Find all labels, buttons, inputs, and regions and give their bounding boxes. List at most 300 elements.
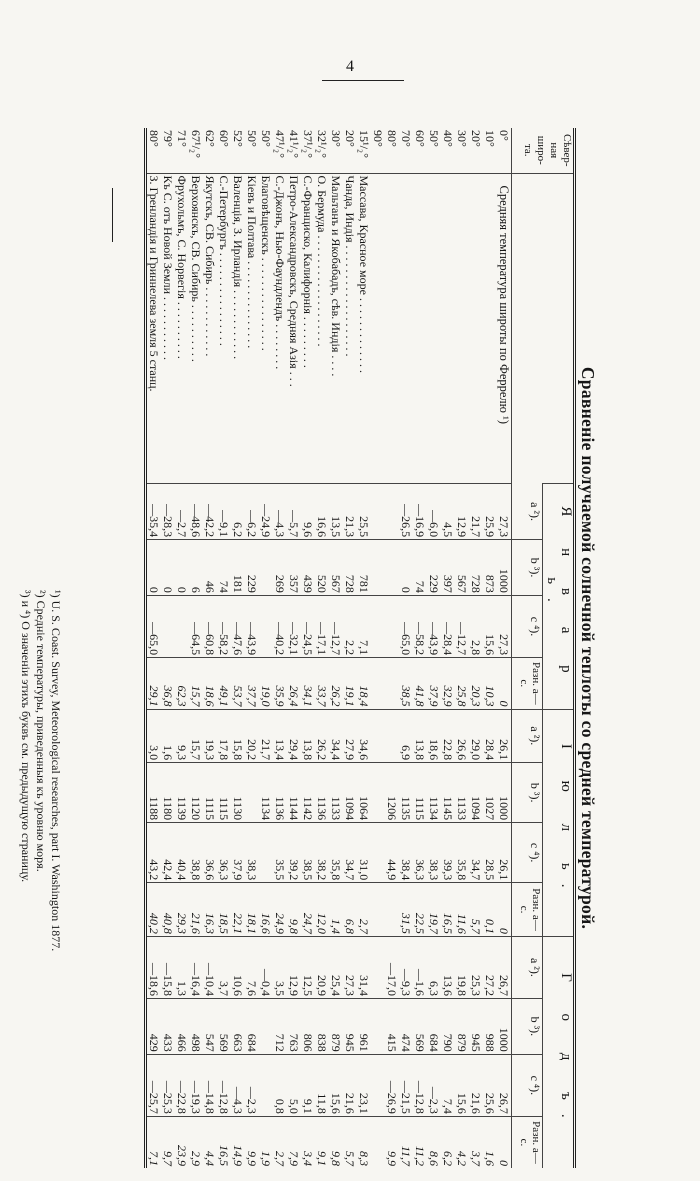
station-cell: 21,3 [343, 516, 357, 538]
station-cell: 3,4 [301, 1151, 315, 1166]
ferrel-cell: 25,8 [455, 685, 469, 707]
ferrel-cell: —65,0 [399, 622, 413, 656]
station-cell: 34,6 [357, 739, 371, 761]
station-cell: 10,6 [231, 975, 245, 996]
spacer-cell [455, 176, 469, 482]
station-cell: 31,0 [357, 859, 371, 881]
station-cell: 433 [161, 1033, 175, 1052]
january-header: Я н в а р ь. [543, 484, 575, 709]
ferrel-cell: 397 [441, 574, 455, 593]
spacer-cell [385, 176, 399, 482]
station-cell: 1064 [357, 796, 371, 821]
station-cell: 728 [343, 574, 357, 593]
ferrel-cell: 38,4 [399, 859, 413, 881]
station-cell: 15,6 [329, 1092, 343, 1114]
station-cell: 1188 [147, 796, 161, 821]
station-cell: 9,8 [287, 918, 301, 934]
station-cell: 24,9 [273, 912, 287, 934]
spacer-cell [399, 176, 413, 482]
station-cell: 1136 [315, 796, 329, 821]
ferrel-cell: —21,5 [399, 1080, 413, 1114]
col-jan-c [146, 595, 512, 657]
station-name: Кіевъ и Полтава . . . . . . . . . . . . . . . [245, 175, 259, 349]
ferrel-cell: —58,2 [413, 622, 427, 656]
ferrel-cell: 1206 [385, 796, 399, 821]
station-cell: 18,4 [357, 685, 371, 707]
station-cell: —18,6 [147, 963, 161, 996]
station-cell: 13,4 [273, 739, 287, 761]
station-cell: 879 [329, 1033, 343, 1052]
ferrel-cell: 1133 [455, 796, 469, 821]
year-b-header: b ³). [512, 999, 543, 1055]
station-cell: —19,3 [189, 1080, 203, 1114]
ferrel-cell: 415 [385, 1033, 399, 1052]
station-cell: 13,8 [301, 739, 315, 761]
station-cell: 79° [161, 130, 175, 147]
station-cell: 0,8 [273, 1098, 287, 1114]
station-cell: 7,1 [147, 1151, 161, 1166]
ferrel-cell: 1145 [441, 796, 455, 821]
station-cell [259, 542, 273, 593]
station-cell: 38,8 [189, 859, 203, 881]
rotated-table-block [50, 123, 600, 1173]
station-cell: 27,9 [343, 739, 357, 761]
ferrel-cell: 11,7 [399, 1145, 413, 1166]
table-body-row [146, 128, 512, 1168]
station-cell: 71° [175, 130, 189, 147]
station-cell: 18,1 [245, 912, 259, 934]
station-cell: —48,6 [189, 504, 203, 538]
station-cell: —5,7 [287, 510, 301, 538]
ferrel-cell: 22,8 [441, 739, 455, 761]
station-cell: 1136 [273, 796, 287, 821]
ferrel-cell: 25,6 [483, 1092, 497, 1114]
ferrel-cell: 6,2 [441, 1151, 455, 1166]
ferrel-cell [385, 598, 399, 655]
ferrel-cell: 229 [427, 574, 441, 593]
station-cell: 12,5 [301, 975, 315, 996]
ferrel-cell: 70° [399, 130, 413, 147]
ferrel-cell: 6,9 [399, 745, 413, 761]
ferrel-cell [371, 712, 385, 761]
ferrel-cell [385, 486, 399, 537]
station-cell: 26,4 [287, 685, 301, 707]
station-cell: 9,9 [245, 1151, 259, 1166]
ferrel-cell: 18,6 [427, 739, 441, 761]
station-cell: 53,7 [231, 685, 245, 707]
jan-b-header: b ³). [512, 540, 543, 596]
station-cell: 16,5 [217, 1145, 231, 1166]
station-cell: 1,4 [329, 918, 343, 934]
ferrel-cell: 39,3 [441, 859, 455, 881]
station-name: Якутскъ, СВ. Сибирь . . . . . . . . . . . . [203, 175, 217, 357]
ferrel-cell: 6,3 [427, 981, 441, 996]
ferrel-cell [371, 486, 385, 537]
col-jul-diff [146, 883, 512, 937]
station-name: Верхоянскъ, СВ. Сибирь . . . . . . . . . . [189, 175, 203, 362]
station-cell: 6 [189, 586, 203, 593]
station-cell: 1134 [259, 796, 273, 821]
ferrel-cell [371, 598, 385, 655]
footnote-1: ¹) U. S. Coast. Survey, Meteorological researches, part I. Washington 1877. [49, 590, 63, 952]
ferrel-cell [385, 660, 399, 706]
ferrel-cell: 41,8 [413, 685, 427, 707]
ferrel-cell [385, 542, 399, 593]
station-cell: 663 [231, 1033, 245, 1052]
station-cell: 15¹/₂° [357, 130, 371, 158]
station-cell: 24,7 [301, 912, 315, 934]
ferrel-cell: 25,3 [469, 975, 483, 996]
station-name: Благовѣщенскъ . . . . . . . . . . . . . . . . [259, 175, 273, 351]
station-cell: 23,1 [357, 1092, 371, 1114]
station-cell: 961 [357, 1033, 371, 1052]
ferrel-cell: 1094 [469, 796, 483, 821]
station-cell [259, 1001, 273, 1052]
ferrel-cell: 12,9 [455, 516, 469, 538]
station-cell: 8,3 [357, 1151, 371, 1166]
jan-c-header: c ⁴). [512, 595, 543, 657]
jul-b-header: b ³). [512, 763, 543, 823]
ferrel-cell: 74 [413, 580, 427, 593]
station-cell: 35,9 [273, 685, 287, 707]
col-jan-diff [146, 658, 512, 709]
station-cell: 30° [329, 130, 343, 147]
ferrel-cell: —1,6 [413, 969, 427, 996]
ferrel-cell: 0 [497, 927, 511, 934]
station-cell: —10,4 [203, 963, 217, 996]
ferrel-cell: 5,7 [469, 918, 483, 934]
station-cell: —25,3 [161, 1080, 175, 1114]
station-cell: —4,3 [273, 510, 287, 538]
station-cell: 38,5 [301, 859, 315, 881]
ferrel-cell [385, 885, 399, 934]
ferrel-cell: —28,4 [441, 622, 455, 656]
station-cell: 34,1 [301, 685, 315, 707]
station-cell: 12,0 [315, 912, 329, 934]
ferrel-cell: 569 [413, 1033, 427, 1052]
ferrel-cell: —2,3 [427, 1086, 441, 1114]
station-cell: 40,2 [147, 912, 161, 934]
ferrel-cell: 0 [497, 1160, 511, 1166]
station-cell: 37¹/₂° [301, 130, 315, 158]
ferrel-cell [385, 712, 399, 761]
station-cell: 31,4 [357, 975, 371, 996]
station-cell: 1,3 [175, 981, 189, 996]
stations-header-blank [512, 173, 575, 484]
station-cell: 7,9 [287, 1151, 301, 1166]
page-number: 4 [346, 58, 354, 75]
station-name: С.-Петербургъ . . . . . . . . . . . . . . . . [217, 175, 231, 346]
station-cell: 29,1 [147, 685, 161, 707]
station-name: Къ С. отъ Новой Земли . . . . . . . . . . . [161, 175, 175, 361]
col-year-diff [146, 1116, 512, 1168]
ferrel-cell: 26,7 [497, 1092, 511, 1114]
station-cell: —64,5 [189, 622, 203, 656]
station-cell: 80° [147, 130, 161, 147]
ferrel-cell: 7,4 [441, 1098, 455, 1114]
station-cell: 23,9 [175, 1145, 189, 1166]
station-name: С.-Джонъ, Нью-Фаундлендъ . . . . . . . . [273, 175, 287, 370]
ferrel-cell: 34,7 [469, 859, 483, 881]
station-cell: 2,2 [343, 640, 357, 656]
col-year-c [146, 1054, 512, 1116]
station-cell: —16,4 [189, 963, 203, 996]
station-cell: 52° [231, 130, 245, 147]
station-cell: 40,4 [175, 859, 189, 881]
station-cell: 18,5 [217, 912, 231, 934]
station-cell: 38,3 [245, 859, 259, 881]
station-cell: 67¹/₂° [189, 130, 203, 158]
station-cell: 9,3 [175, 745, 189, 761]
station-cell: 7,6 [245, 981, 259, 996]
station-name: З. Гренландія и Гриннелева земля 5 станц. [147, 175, 161, 392]
station-cell: 16,6 [315, 516, 329, 538]
comparison-table [144, 128, 576, 1168]
station-cell: 26,2 [329, 685, 343, 707]
station-cell: 806 [301, 1033, 315, 1052]
station-cell: 9,6 [301, 522, 315, 538]
ferrel-cell: 1027 [483, 796, 497, 821]
station-cell: 15,8 [231, 739, 245, 761]
ferrel-cell: 28,4 [483, 739, 497, 761]
spacer-cell [413, 176, 427, 482]
col-stations [146, 173, 512, 484]
station-cell: 36,3 [217, 859, 231, 881]
station-cell: 1094 [343, 796, 357, 821]
station-cell: 35,5 [273, 859, 287, 881]
station-cell: 9,1 [315, 1151, 329, 1166]
ferrel-cell: 36,3 [413, 859, 427, 881]
station-cell [245, 765, 259, 820]
station-name: Массава, Красное море . . . . . . . . . . . . . [357, 175, 371, 373]
station-cell: 50° [245, 130, 259, 147]
ferrel-cell: —43,9 [427, 622, 441, 656]
station-cell: 567 [329, 574, 343, 593]
ferrel-cell: 1000 [497, 568, 511, 593]
station-cell: 781 [357, 574, 371, 593]
station-cell [259, 598, 273, 655]
ferrel-cell: 25,9 [483, 516, 497, 538]
station-cell: —43,9 [245, 622, 259, 656]
ferrel-cell: 32,9 [441, 685, 455, 707]
ferrel-cell: 31,5 [399, 912, 413, 934]
ferrel-cell: 19,8 [455, 975, 469, 996]
ferrel-cell [371, 1057, 385, 1114]
station-cell: 60° [217, 130, 231, 147]
station-cell [259, 1057, 273, 1114]
jan-diff-header: Разн. a—c. [512, 658, 543, 709]
station-cell: 9,1 [301, 1098, 315, 1114]
station-cell: —65,0 [147, 622, 161, 656]
station-cell: 22,1 [231, 912, 245, 934]
ferrel-cell: 37,9 [427, 685, 441, 707]
station-cell: 43,2 [147, 859, 161, 881]
ferrel-cell: 1134 [427, 796, 441, 821]
station-cell: 1130 [231, 796, 245, 821]
station-cell: 269 [273, 574, 287, 593]
ferrel-cell: 728 [469, 574, 483, 593]
year-a-header: a ²). [512, 936, 543, 998]
col-jul-a [146, 709, 512, 763]
ferrel-cell: —6,0 [427, 510, 441, 538]
station-cell: 1144 [287, 796, 301, 821]
ferrel-cell: 26,7 [497, 975, 511, 996]
col-jan-b [146, 540, 512, 596]
ferrel-cell: 0 [497, 700, 511, 707]
station-cell: 36,6 [203, 859, 217, 881]
station-cell: 34,4 [329, 739, 343, 761]
col-jul-b [146, 763, 512, 823]
ferrel-cell: 28,5 [483, 859, 497, 881]
station-cell: 712 [273, 1033, 287, 1052]
station-cell: 39,2 [287, 859, 301, 881]
station-cell: 763 [287, 1033, 301, 1052]
ferrel-cell: 80° [385, 130, 399, 147]
jan-a-header: a ²). [512, 484, 543, 540]
station-cell: 1120 [189, 796, 203, 821]
station-cell: 2,7 [273, 1151, 287, 1166]
station-cell: 229 [245, 574, 259, 593]
station-cell: 74 [217, 580, 231, 593]
station-cell: 19,0 [259, 685, 273, 707]
ferrel-cell: 4,2 [455, 1151, 469, 1166]
footnotes [0, 590, 63, 1110]
station-name: Мальтанъ и Якобабадъ, сѣв. Индія . . . . [329, 175, 343, 377]
station-cell [161, 598, 175, 655]
station-cell: 46 [203, 580, 217, 593]
ferrel-cell: 1135 [399, 796, 413, 821]
station-cell [175, 598, 189, 655]
station-cell: 15,7 [189, 739, 203, 761]
station-cell: —0,4 [259, 969, 273, 996]
ferrel-cell: 11,2 [413, 1145, 427, 1166]
station-cell: 4,4 [203, 1151, 217, 1166]
ferrel-cell: 27,2 [483, 975, 497, 996]
spacer-cell [427, 176, 441, 482]
station-cell: 34,7 [343, 859, 357, 881]
ferrel-cell: 27,3 [497, 634, 511, 656]
ferrel-cell [371, 1001, 385, 1052]
station-cell: 2,9 [189, 1151, 203, 1166]
station-cell: 27,3 [343, 975, 357, 996]
ferrel-cell: 20,3 [469, 685, 483, 707]
ferrel-cell: 790 [441, 1033, 455, 1052]
ferrel-cell: 30° [455, 130, 469, 147]
ferrel-cell [371, 885, 385, 934]
ferrel-cell: 1115 [413, 797, 427, 821]
ferrel-cell: —12,8 [413, 1080, 427, 1114]
station-cell: 0 [175, 586, 189, 593]
station-cell: 21,6 [343, 1092, 357, 1114]
ferrel-cell: 90° [371, 130, 385, 147]
station-cell: 6,8 [343, 918, 357, 934]
year-c-header: c ⁴). [512, 1054, 543, 1116]
ferrel-cell: —17,0 [385, 963, 399, 996]
station-cell: 1,6 [161, 745, 175, 761]
ferrel-cell: 684 [427, 1033, 441, 1052]
station-cell: —6,2 [245, 510, 259, 538]
ferrel-cell: 21,6 [469, 1092, 483, 1114]
station-cell: 838 [315, 1033, 329, 1052]
station-cell: 25,5 [357, 516, 371, 538]
station-cell: 15,7 [189, 685, 203, 707]
station-cell: 25,4 [329, 975, 343, 996]
station-cell: 3,0 [147, 745, 161, 761]
station-cell: —24,5 [301, 622, 315, 656]
station-cell: 684 [245, 1033, 259, 1052]
station-cell: 498 [189, 1033, 203, 1052]
station-name: Валенція, З. Ирландія . . . . . . . . . . . . [231, 175, 245, 360]
ferrel-cell: —12,7 [455, 622, 469, 656]
ferrel-cell: 15,6 [455, 1092, 469, 1114]
ferrel-cell: —9,3 [399, 969, 413, 996]
ferrel-cell: 9,9 [385, 1151, 399, 1166]
ferrel-cell: 10° [483, 130, 497, 147]
jul-a-header: a ²). [512, 709, 543, 763]
july-header: І ю л ь. [543, 709, 575, 936]
station-cell: —17,1 [315, 622, 329, 656]
station-cell: 0 [161, 586, 175, 593]
station-name: О. Бермуда . . . . . . . . . . . . . . . . . . . [315, 175, 329, 347]
ferrel-cell: —16,9 [413, 504, 427, 538]
station-cell: —58,2 [217, 622, 231, 656]
spacer-cell [441, 176, 455, 482]
station-cell: 5,7 [343, 1151, 357, 1166]
station-cell: 16,6 [259, 912, 273, 934]
ferrel-cell: 22,5 [413, 912, 427, 934]
ferrel-cell: 2,8 [469, 640, 483, 656]
station-cell: —9,1 [217, 510, 231, 538]
station-cell: 547 [203, 1033, 217, 1052]
ferrel-cell: 40° [441, 130, 455, 147]
station-cell: 35,8 [329, 859, 343, 881]
station-cell: 26,2 [315, 739, 329, 761]
station-name: Фрухольмъ, С. Норвегія . . . . . . . . . . [175, 175, 189, 359]
year-header: Г о д ъ. [543, 936, 575, 1168]
station-cell: 1115 [203, 797, 217, 821]
ferrel-cell: 0 [399, 586, 413, 593]
ferrel-cell: —26,9 [385, 1080, 399, 1114]
jul-diff-header: Разн. a—c. [512, 883, 543, 937]
station-cell: 20° [343, 130, 357, 147]
station-cell: 37,7 [245, 685, 259, 707]
table-title: Сравненіе получаемой солнечной теплоты со средней температурой. [578, 366, 598, 930]
spacer-cell [371, 176, 385, 482]
spacer-cell [469, 176, 483, 482]
station-cell: —25,7 [147, 1080, 161, 1114]
station-cell: 37,9 [231, 859, 245, 881]
station-name: Чанда, Индія . . . . . . . . . . . . . . . . . . . [343, 175, 357, 357]
station-cell: —35,4 [147, 504, 161, 538]
station-cell: 14,9 [231, 1145, 245, 1166]
ferrel-cell: 50° [427, 130, 441, 147]
ferrel-cell [371, 660, 385, 706]
station-cell: 7,1 [357, 640, 371, 656]
station-cell: 33,7 [315, 685, 329, 707]
station-cell: —60,8 [203, 622, 217, 656]
ferrel-cell: 38,3 [427, 859, 441, 881]
station-cell: 945 [343, 1033, 357, 1052]
station-cell: 357 [287, 574, 301, 593]
ferrel-cell: 1,6 [483, 1151, 497, 1166]
station-cell: 520 [315, 574, 329, 593]
station-cell: 38,2 [315, 859, 329, 881]
ferrel-cell: 945 [469, 1033, 483, 1052]
station-cell: —4,3 [231, 1086, 245, 1114]
station-cell: 29,4 [287, 739, 301, 761]
ferrel-cell: 26,6 [455, 739, 469, 761]
ferrel-cell: 20° [469, 130, 483, 147]
